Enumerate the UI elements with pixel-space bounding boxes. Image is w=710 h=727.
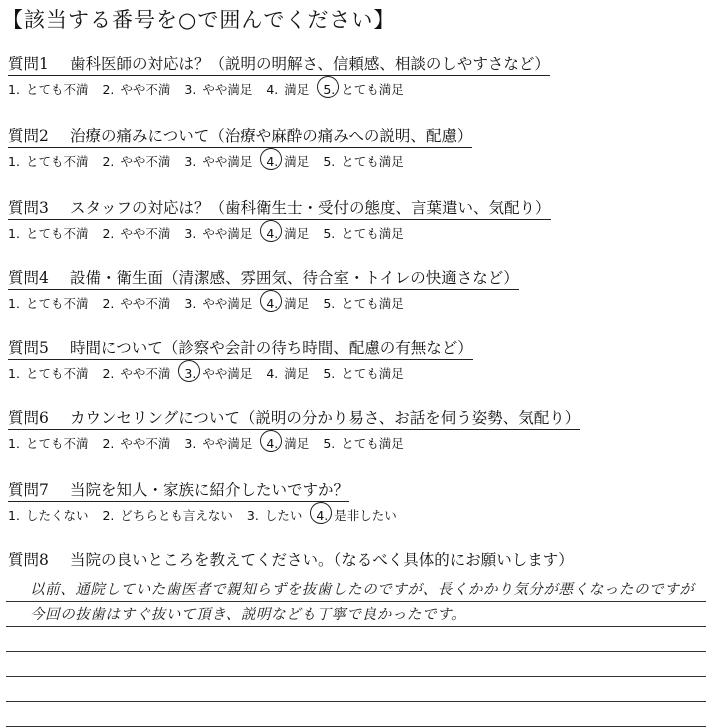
option-number: 3. xyxy=(184,366,197,381)
answer-options xyxy=(8,224,708,242)
answer-options xyxy=(8,80,708,98)
question-8-heading xyxy=(8,548,574,571)
selected-circle-mark xyxy=(258,428,284,454)
answer-line[interactable] xyxy=(6,702,706,727)
option-number: 4. xyxy=(266,154,279,169)
question-number: 質問6 xyxy=(8,409,49,427)
option-number: 1. xyxy=(8,154,20,169)
selected-circle-mark xyxy=(308,500,334,526)
answer-option[interactable] xyxy=(8,506,88,524)
option-number: 1. xyxy=(8,82,20,97)
question-heading xyxy=(8,336,473,360)
option-number: 5. xyxy=(323,296,336,311)
option-label: やや不満 xyxy=(120,366,171,381)
answer-option[interactable] xyxy=(8,152,88,170)
answer-option[interactable] xyxy=(266,294,309,312)
answer-option[interactable] xyxy=(266,224,309,242)
option-number: 3. xyxy=(246,508,259,523)
option-number: 3. xyxy=(184,82,197,97)
answer-line[interactable] xyxy=(6,652,706,677)
question-text: 時間について（診察や会計の待ち時間、配慮の有無など） xyxy=(70,339,473,357)
option-number: 4. xyxy=(266,366,279,381)
selected-circle-mark xyxy=(258,288,284,314)
answer-options xyxy=(8,152,708,170)
option-number: 2. xyxy=(102,366,115,381)
answer-option[interactable] xyxy=(184,80,252,98)
option-number: 2. xyxy=(102,508,115,523)
page-title: 【該当する番号を○で囲んでください】 xyxy=(2,8,396,32)
question-text: 当院の良いところを教えてください。（なるべく具体的にお願いします） xyxy=(70,551,574,569)
question-7 xyxy=(8,478,708,524)
option-label: やや不満 xyxy=(120,154,171,169)
answer-option[interactable] xyxy=(102,294,170,312)
answer-line[interactable] xyxy=(6,627,706,652)
option-label: とても満足 xyxy=(341,436,404,451)
question-6 xyxy=(8,406,708,452)
option-number: 4. xyxy=(266,226,279,241)
handwritten-answer: 以前、通院していた歯医者で親知らずを抜歯したのですが、長くかかり気分が悪くなったのですが xyxy=(30,582,695,598)
question-heading xyxy=(8,196,551,220)
answer-option[interactable] xyxy=(323,224,403,242)
option-label: やや満足 xyxy=(202,296,253,311)
question-heading xyxy=(8,52,550,76)
selected-circle-mark xyxy=(258,218,284,244)
answer-option[interactable] xyxy=(102,152,170,170)
answer-option[interactable] xyxy=(323,152,403,170)
option-label: とても満足 xyxy=(341,296,404,311)
option-number: 2. xyxy=(102,82,115,97)
answer-option[interactable] xyxy=(247,506,302,524)
option-label: 満足 xyxy=(284,436,310,451)
option-label: とても満足 xyxy=(341,226,404,241)
option-label: やや満足 xyxy=(202,82,253,97)
selected-circle-mark xyxy=(315,74,341,100)
question-text: 当院を知人・家族に紹介したいですか？ xyxy=(70,481,350,499)
answer-options xyxy=(8,364,708,382)
option-label: 満足 xyxy=(284,82,310,97)
question-5 xyxy=(8,336,708,382)
answer-option[interactable] xyxy=(323,364,403,382)
answer-options xyxy=(8,294,708,312)
answer-line[interactable] xyxy=(6,602,706,627)
option-number: 1. xyxy=(8,366,20,381)
answer-option[interactable] xyxy=(8,294,88,312)
question-2 xyxy=(8,124,708,170)
question-text: スタッフの対応は？（歯科衛生士・受付の態度、言葉遣い、気配り） xyxy=(70,199,551,217)
option-number: 4. xyxy=(266,296,279,311)
option-number: 2. xyxy=(102,226,115,241)
answer-line[interactable] xyxy=(6,677,706,702)
option-number: 5. xyxy=(323,82,336,97)
question-heading xyxy=(8,266,519,290)
answer-option[interactable] xyxy=(184,152,252,170)
answer-option[interactable] xyxy=(102,224,170,242)
option-number: 1. xyxy=(8,508,20,523)
option-label: 満足 xyxy=(284,226,310,241)
answer-option[interactable] xyxy=(102,506,232,524)
option-label: とても不満 xyxy=(25,436,89,451)
option-label: 満足 xyxy=(284,366,310,381)
answer-option[interactable] xyxy=(266,364,309,382)
option-number: 2. xyxy=(102,296,115,311)
option-number: 3. xyxy=(184,296,197,311)
question-text: 歯科医師の対応は？（説明の明解さ、信頼感、相談のしやすさなど） xyxy=(70,55,550,73)
option-label: やや満足 xyxy=(202,226,253,241)
question-3 xyxy=(8,196,708,242)
option-label: 満足 xyxy=(284,296,310,311)
question-number: 質問5 xyxy=(8,339,49,357)
selected-circle-mark xyxy=(176,358,202,384)
option-label: とても満足 xyxy=(341,154,404,169)
answer-option[interactable] xyxy=(323,434,403,452)
option-label: どちらとも言えない xyxy=(120,508,233,523)
answer-option[interactable] xyxy=(8,80,88,98)
option-number: 5. xyxy=(323,366,336,381)
option-number: 3. xyxy=(184,154,197,169)
question-4 xyxy=(8,266,708,312)
selected-circle-mark xyxy=(258,146,284,172)
answer-option[interactable] xyxy=(102,80,170,98)
option-label: とても満足 xyxy=(341,82,404,97)
question-heading xyxy=(8,124,472,148)
question-text: 治療の痛みについて（治療や麻酔の痛みへの説明、配慮） xyxy=(70,127,473,145)
question-number: 質問8 xyxy=(8,551,49,569)
option-label: やや満足 xyxy=(202,366,253,381)
option-number: 2. xyxy=(102,436,115,451)
option-label: とても不満 xyxy=(25,226,89,241)
answer-option[interactable] xyxy=(8,434,88,452)
option-number: 3. xyxy=(184,226,197,241)
option-label: とても不満 xyxy=(25,154,89,169)
answer-option[interactable] xyxy=(102,364,170,382)
question-number: 質問4 xyxy=(8,269,49,287)
option-label: したくない xyxy=(25,508,89,523)
option-number: 1. xyxy=(8,436,20,451)
option-number: 3. xyxy=(184,436,197,451)
option-label: とても満足 xyxy=(341,366,404,381)
answer-option[interactable] xyxy=(8,224,88,242)
option-label: 満足 xyxy=(284,154,310,169)
answer-options xyxy=(8,434,708,452)
option-number: 4. xyxy=(266,82,279,97)
question-number: 質問2 xyxy=(8,127,49,145)
question-heading xyxy=(8,406,580,430)
option-number: 4. xyxy=(316,508,329,523)
option-label: 是非したい xyxy=(334,508,397,523)
answer-option[interactable] xyxy=(184,364,252,382)
answer-options xyxy=(8,506,708,524)
option-label: とても不満 xyxy=(25,296,89,311)
option-number: 1. xyxy=(8,296,20,311)
answer-option[interactable] xyxy=(184,224,252,242)
option-number: 4. xyxy=(266,436,279,451)
answer-option[interactable] xyxy=(323,294,403,312)
option-label: やや不満 xyxy=(120,296,171,311)
answer-option[interactable] xyxy=(323,80,403,98)
answer-line[interactable] xyxy=(6,577,706,602)
answer-option[interactable] xyxy=(266,434,309,452)
answer-option[interactable] xyxy=(266,80,309,98)
question-1 xyxy=(8,52,708,98)
option-number: 5. xyxy=(323,436,336,451)
option-label: やや不満 xyxy=(120,436,171,451)
option-number: 5. xyxy=(323,226,336,241)
option-label: やや不満 xyxy=(120,226,171,241)
option-label: したい xyxy=(264,508,303,523)
answer-option[interactable] xyxy=(8,364,88,382)
question-8 xyxy=(8,548,708,571)
question-number: 質問3 xyxy=(8,199,49,217)
answer-option[interactable] xyxy=(316,506,396,524)
question-number: 質問1 xyxy=(8,55,49,73)
option-label: やや満足 xyxy=(202,436,253,451)
answer-option[interactable] xyxy=(102,434,170,452)
answer-lines xyxy=(6,577,706,727)
option-label: やや不満 xyxy=(120,82,171,97)
answer-option[interactable] xyxy=(184,434,252,452)
question-heading xyxy=(8,478,349,502)
option-label: とても不満 xyxy=(25,82,89,97)
answer-option[interactable] xyxy=(184,294,252,312)
option-number: 1. xyxy=(8,226,20,241)
answer-option[interactable] xyxy=(266,152,309,170)
handwritten-answer: 今回の抜歯はすぐ抜いて頂き、説明なども丁寧で良かったです。 xyxy=(30,607,467,623)
question-text: カウンセリングについて（説明の分かり易さ、お話を伺う姿勢、気配り） xyxy=(70,409,581,427)
option-number: 5. xyxy=(323,154,336,169)
question-number: 質問7 xyxy=(8,481,49,499)
option-label: やや満足 xyxy=(202,154,253,169)
option-number: 2. xyxy=(102,154,115,169)
option-label: とても不満 xyxy=(25,366,89,381)
question-text: 設備・衛生面（清潔感、雰囲気、待合室・トイレの快適さなど） xyxy=(70,269,519,287)
